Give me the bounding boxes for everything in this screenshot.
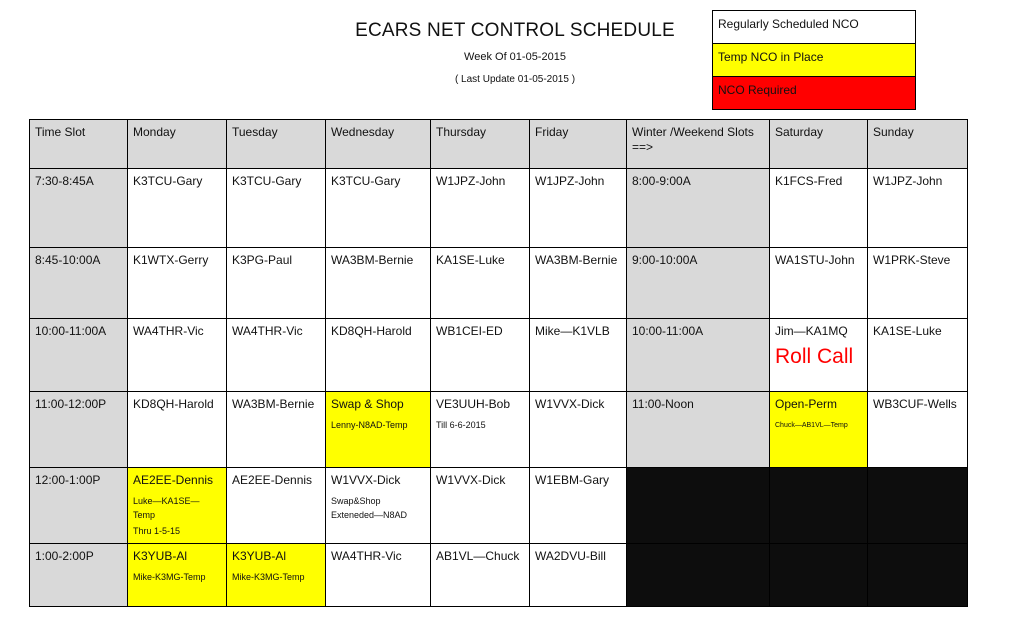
schedule-cell: W1EBM-Gary xyxy=(530,468,627,544)
col-header-thursday: Thursday xyxy=(431,120,530,169)
time-slot-cell: 8:45-10:00A xyxy=(30,248,128,319)
weekend-slot-cell: 8:00-9:00A xyxy=(627,169,770,248)
schedule-cell xyxy=(431,392,530,468)
col-header-time-slot: Time Slot xyxy=(30,120,128,169)
blocked-cell xyxy=(868,544,968,607)
page-title: ECARS NET CONTROL SCHEDULE xyxy=(355,20,675,41)
col-header-saturday: Saturday xyxy=(770,120,868,169)
table-row xyxy=(30,468,968,544)
schedule-cell: W1VVX-Dick xyxy=(530,392,627,468)
schedule-cell: WA4THR-Vic xyxy=(326,544,431,607)
schedule-name: Jim—KA1MQ xyxy=(775,324,848,338)
schedule-cell: WA4THR-Vic xyxy=(128,319,227,392)
schedule-cell: KD8QH-Harold xyxy=(326,319,431,392)
temp-note: Chuck—AB1VL—Temp xyxy=(775,422,848,429)
week-of-label: Week Of 01-05-2015 xyxy=(464,51,566,63)
schedule-cell: K1FCS-Fred xyxy=(770,169,868,248)
temp-note: Luke—KA1SE—Temp xyxy=(133,496,200,520)
schedule-cell: KA1SE-Luke xyxy=(431,248,530,319)
schedule-table xyxy=(29,119,968,607)
schedule-cell-temp xyxy=(770,392,868,468)
col-header-wednesday: Wednesday xyxy=(326,120,431,169)
col-header-monday: Monday xyxy=(128,120,227,169)
schedule-name: K3YUB-Al xyxy=(133,549,188,563)
temp-note: Thru 1-5-15 xyxy=(133,526,181,536)
schedule-cell: AE2EE-Dennis xyxy=(227,468,326,544)
schedule-cell: K3TCU-Gary xyxy=(326,169,431,248)
time-slot-cell: 12:00-1:00P xyxy=(30,468,128,544)
schedule-cell-temp xyxy=(128,468,227,544)
schedule-cell: K3TCU-Gary xyxy=(227,169,326,248)
temp-note: Mike-K3MG-Temp xyxy=(232,572,305,582)
schedule-cell: K1WTX-Gerry xyxy=(128,248,227,319)
schedule-cell xyxy=(770,319,868,392)
schedule-name: Swap & Shop xyxy=(331,397,404,411)
legend-temp: Temp NCO in Place xyxy=(713,44,915,77)
table-row xyxy=(30,248,968,319)
blocked-cell xyxy=(868,468,968,544)
table-row xyxy=(30,319,968,392)
schedule-name: K3YUB-Al xyxy=(232,549,287,563)
schedule-cell: K3PG-Paul xyxy=(227,248,326,319)
blocked-cell xyxy=(770,544,868,607)
legend-required: NCO Required xyxy=(713,77,915,109)
schedule-cell-temp xyxy=(326,392,431,468)
schedule-cell: W1JPZ-John xyxy=(868,169,968,248)
schedule-cell: WB3CUF-Wells xyxy=(868,392,968,468)
schedule-cell: WA3BM-Bernie xyxy=(326,248,431,319)
weekend-slot-cell: 11:00-Noon xyxy=(627,392,770,468)
schedule-cell-temp xyxy=(128,544,227,607)
schedule-cell: WA3BM-Bernie xyxy=(227,392,326,468)
header-row xyxy=(30,120,968,169)
col-header-weekend-slots: Winter /Weekend Slots ==> xyxy=(627,120,770,169)
schedule-cell-temp xyxy=(227,544,326,607)
weekend-slot-cell: 9:00-10:00A xyxy=(627,248,770,319)
blocked-cell xyxy=(770,468,868,544)
schedule-cell: KA1SE-Luke xyxy=(868,319,968,392)
blocked-cell xyxy=(627,468,770,544)
schedule-name: W1VVX-Dick xyxy=(331,473,401,487)
schedule-name: AE2EE-Dennis xyxy=(133,473,214,487)
schedule-cell xyxy=(326,468,431,544)
col-header-tuesday: Tuesday xyxy=(227,120,326,169)
schedule-cell: WA3BM-Bernie xyxy=(530,248,627,319)
legend-regular: Regularly Scheduled NCO xyxy=(713,11,915,44)
schedule-cell: WA4THR-Vic xyxy=(227,319,326,392)
table-row xyxy=(30,544,968,607)
schedule-cell: WA2DVU-Bill xyxy=(530,544,627,607)
schedule-cell: Mike—K1VLB xyxy=(530,319,627,392)
time-slot-cell: 11:00-12:00P xyxy=(30,392,128,468)
schedule-cell: W1JPZ-John xyxy=(530,169,627,248)
blocked-cell xyxy=(627,544,770,607)
schedule-cell: AB1VL—Chuck xyxy=(431,544,530,607)
col-header-friday: Friday xyxy=(530,120,627,169)
last-update-label: ( Last Update 01-05-2015 ) xyxy=(454,74,576,85)
time-slot-cell: 10:00-11:00A xyxy=(30,319,128,392)
schedule-cell: W1PRK-Steve xyxy=(868,248,968,319)
col-header-sunday: Sunday xyxy=(868,120,968,169)
schedule-name: VE3UUH-Bob xyxy=(436,397,511,411)
table-row xyxy=(30,392,968,468)
color-legend xyxy=(712,10,916,110)
schedule-note: Swap&Shop Exteneded—N8AD xyxy=(331,496,408,520)
temp-note: Lenny-N8AD-Temp xyxy=(331,420,408,430)
time-slot-cell: 7:30-8:45A xyxy=(30,169,128,248)
schedule-cell: W1JPZ-John xyxy=(431,169,530,248)
temp-note: Mike-K3MG-Temp xyxy=(133,572,206,582)
table-row xyxy=(30,169,968,248)
schedule-note: Till 6-6-2015 xyxy=(436,420,486,430)
schedule-cell: WB1CEI-ED xyxy=(431,319,530,392)
weekend-slot-cell: 10:00-11:00A xyxy=(627,319,770,392)
schedule-name: Open-Perm xyxy=(775,397,838,411)
time-slot-cell: 1:00-2:00P xyxy=(30,544,128,607)
schedule-cell: W1VVX-Dick xyxy=(431,468,530,544)
schedule-cell: K3TCU-Gary xyxy=(128,169,227,248)
schedule-cell: KD8QH-Harold xyxy=(128,392,227,468)
schedule-cell: WA1STU-John xyxy=(770,248,868,319)
roll-call-label: Roll Call xyxy=(775,345,854,368)
